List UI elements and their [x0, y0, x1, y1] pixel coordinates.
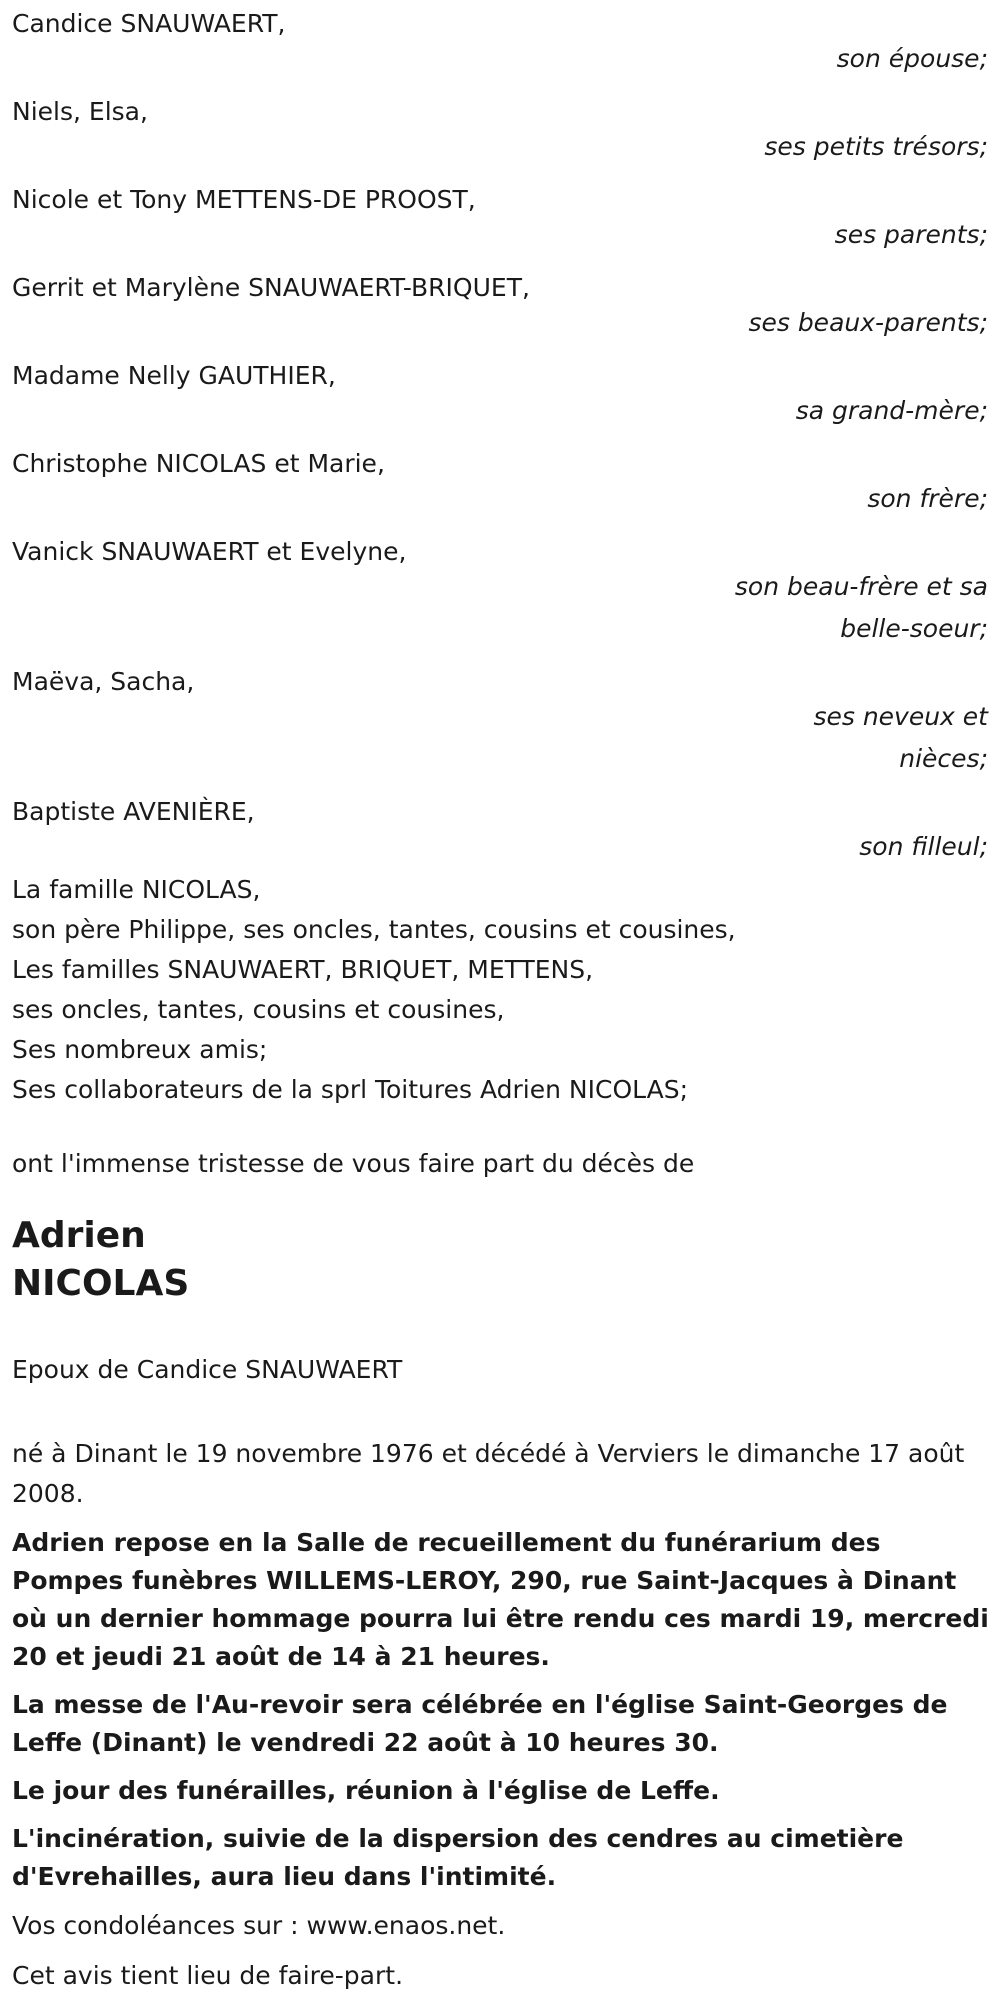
deceased-name: [12, 1212, 988, 1308]
relative-role: ses neveux et nièces;: [813, 702, 988, 773]
family-line: Les familles SNAUWAERT, BRIQUET, METTENS,: [12, 955, 594, 984]
condolences-line: Vos condoléances sur : www.enaos.net.: [12, 1911, 506, 1940]
relative-name: Maëva, Sacha,: [12, 667, 195, 696]
family-line: ses oncles, tantes, cousins et cousines,: [12, 995, 505, 1024]
relative-name: Madame Nelly GAUTHIER,: [12, 361, 336, 390]
birth-death-line: né à Dinant le 19 novembre 1976 et décédé à Verviers le dimanche 17 août 2008.: [12, 1439, 965, 1508]
relative-role: son frère;: [867, 484, 988, 513]
relative-role: ses beaux-parents;: [748, 308, 988, 337]
relative-name: Gerrit et Marylène SNAUWAERT-BRIQUET,: [12, 273, 530, 302]
relative-role: son beau-frère et sa belle-soeur;: [734, 572, 988, 643]
relative-name: Baptiste AVENIÈRE,: [12, 797, 255, 826]
relative-role: son épouse;: [836, 44, 988, 73]
meeting-details: Le jour des funérailles, réunion à l'église de Leffe.: [12, 1776, 720, 1805]
family-line: Ses collaborateurs de la sprl Toitures Adrien NICOLAS;: [12, 1075, 689, 1104]
relative-name: Vanick SNAUWAERT et Evelyne,: [12, 537, 407, 566]
relative-role: son filleul;: [859, 832, 988, 861]
announcement-text: ont l'immense tristesse de vous faire part du décès de: [12, 1149, 695, 1178]
family-line: La famille NICOLAS,: [12, 875, 261, 904]
spouse-line: Epoux de Candice SNAUWAERT: [12, 1355, 403, 1384]
funerarium-details: Adrien repose en la Salle de recueillement du funérarium des Pompes funèbres WILLEMS-LEROY, 290, rue Saint-Jacques à Dinant où un dernier hommage pourra lui être rendu ces mardi 19, mercredi 20 et jeudi 21 août de 14 à 21 heures.: [12, 1528, 989, 1671]
family-line: Ses nombreux amis;: [12, 1035, 268, 1064]
deceased-first-name: Adrien: [12, 1215, 146, 1256]
relative-name: Candice SNAUWAERT,: [12, 9, 286, 38]
cremation-details: L'incinération, suivie de la dispersion des cendres au cimetière d'Evrehailles, aura lieu dans l'intimité.: [12, 1824, 904, 1891]
relative-name: Christophe NICOLAS et Marie,: [12, 449, 385, 478]
relative-role: sa grand-mère;: [795, 396, 988, 425]
deceased-last-name: NICOLAS: [12, 1263, 190, 1304]
notice-line: Cet avis tient lieu de faire-part.: [12, 1961, 404, 1990]
family-line: son père Philippe, ses oncles, tantes, cousins et cousines,: [12, 915, 736, 944]
mass-details: La messe de l'Au-revoir sera célébrée en l'église Saint-Georges de Leffe (Dinant) le vendredi 22 août à 10 heures 30.: [12, 1690, 948, 1757]
relative-role: ses petits trésors;: [764, 132, 988, 161]
relative-name: Nicole et Tony METTENS-DE PROOST,: [12, 185, 476, 214]
relative-name: Niels, Elsa,: [12, 97, 148, 126]
relatives-list: [12, 4, 988, 868]
relative-role: ses parents;: [834, 220, 988, 249]
family-lines: [12, 870, 988, 1110]
